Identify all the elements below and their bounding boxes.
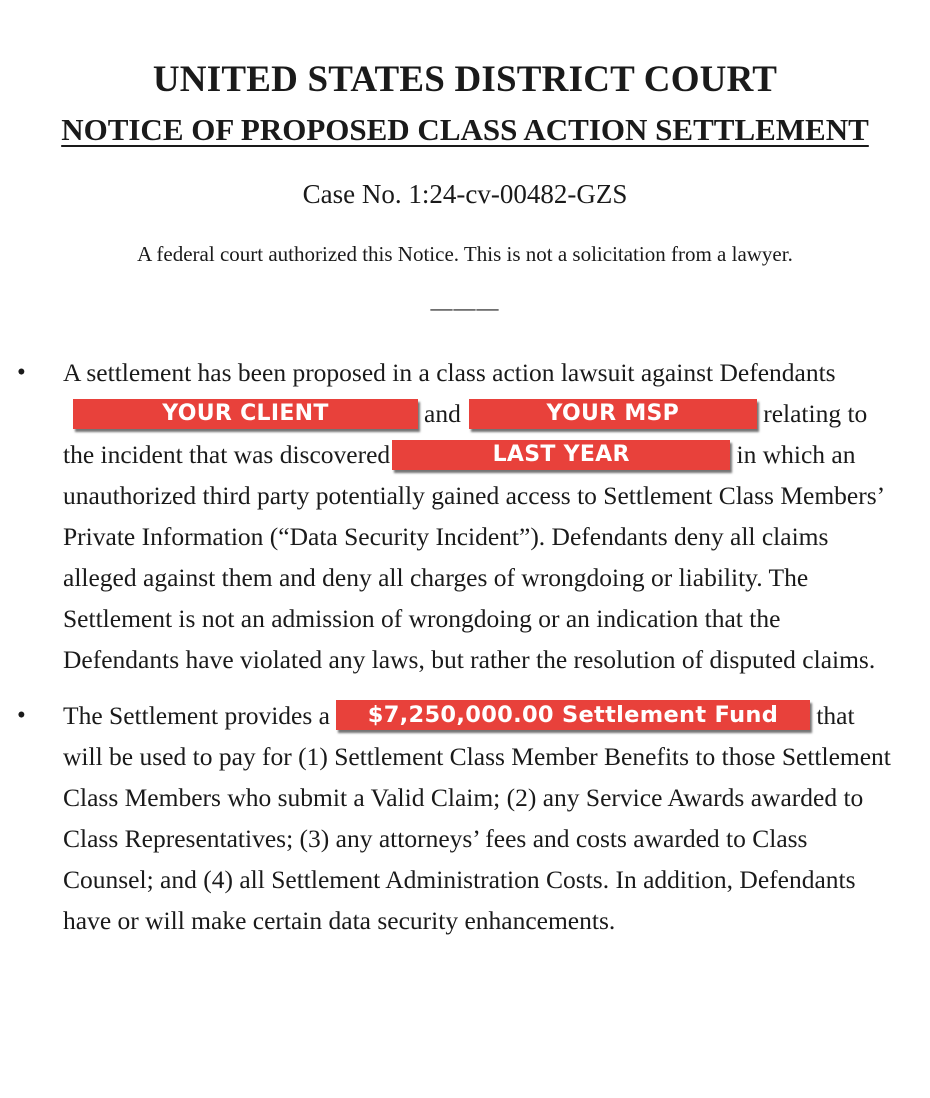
- bullet1-text-and: and: [424, 399, 461, 428]
- bullet1-text-intro: A settlement has been proposed in a class action lawsuit against Defendants: [63, 358, 836, 387]
- court-title: UNITED STATES DISTRICT COURT: [152, 59, 778, 100]
- notice-bullets: [0, 352, 930, 956]
- defendant-msp-tag: YOUR MSP: [469, 399, 757, 429]
- bullet-icon: •: [17, 359, 26, 386]
- section-divider: ———: [430, 295, 500, 320]
- settlement-fund-tag: $7,250,000.00 Settlement Fund: [336, 700, 810, 730]
- case-number: Case No. 1:24-cv-00482-GZS: [302, 179, 628, 209]
- bullet1-text-details: in which an unauthorized third party potentially gained access to Settlement Class Members’ Private Information (“Data Security Incident”). Defendants deny all claims alleged against them and deny all charges of wrongdoing or liability. The Settlement is not an admission of wrongdoing or an indication that the Defendants have violated any laws, but rather the resolution of disputed claims.: [63, 440, 884, 674]
- defendant-client-tag: YOUR CLIENT: [73, 399, 418, 429]
- bullet2-text-details: that will be used to pay for (1) Settlement Class Member Benefits to those Settlement Class Members who submit a Valid Claim; (2) any Service Awards awarded to Class Representatives; (3) any attorneys’ fees and costs awarded to Class Counsel; and (4) all Settlement Administration Costs. In addition, Defendants have or will make certain data security enhancements.: [63, 701, 891, 935]
- authorization-statement: A federal court authorized this Notice. This is not a solicitation from a lawyer.: [137, 242, 793, 266]
- discovery-date-tag: LAST YEAR: [392, 440, 730, 470]
- bullet-icon: •: [17, 702, 26, 729]
- bullet1-text-incident: relating to the incident that was discovered: [63, 399, 868, 469]
- bullet2-text-intro: The Settlement provides a: [63, 701, 330, 730]
- bullet-settlement-proposed: [0, 352, 930, 680]
- notice-subtitle: NOTICE OF PROPOSED CLASS ACTION SETTLEMENT: [61, 112, 869, 147]
- bullet-settlement-fund: [0, 695, 930, 941]
